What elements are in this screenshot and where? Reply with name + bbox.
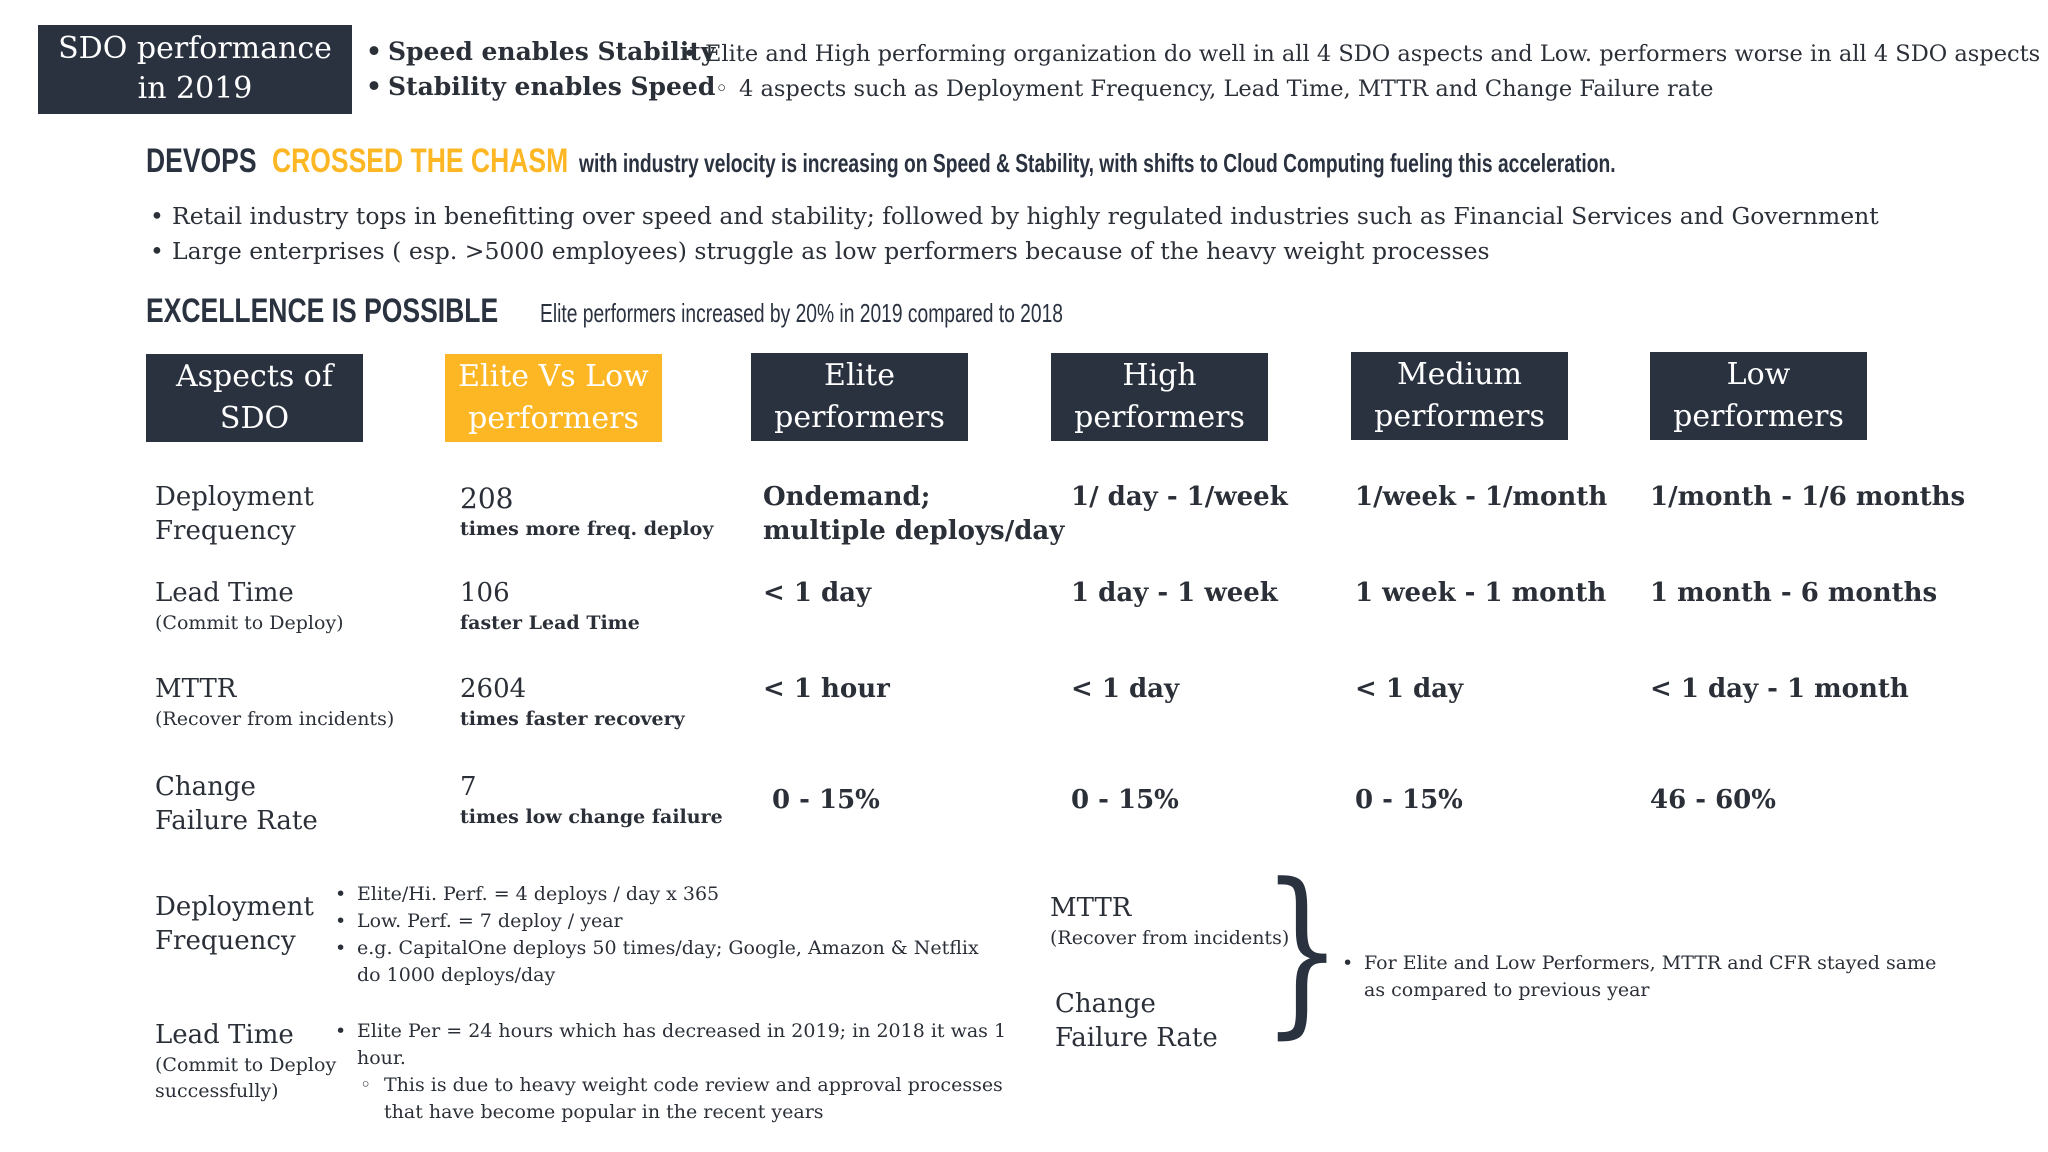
row3-vs [460, 672, 685, 732]
header-high-l1: High [1122, 358, 1197, 393]
notes-lead-sub1: (Commit to Deploy [155, 1054, 337, 1076]
excellence-subtitle: Elite performers increased by 20% in 2019 compared to 2018 [539, 298, 1063, 328]
sdo-performance-box [38, 25, 352, 114]
table-row [0, 672, 2048, 732]
row4-aspect [155, 770, 318, 838]
row2-low: 1 month - 6 months [1650, 578, 1938, 608]
header-aspects [146, 354, 363, 442]
notes-cfr-label [1055, 987, 1218, 1055]
header-low-l1: Low [1726, 357, 1791, 392]
four-aspects-subbullet: ◦ 4 aspects such as Deployment Frequency, Lead Time, MTTR and Change Failure rate [739, 72, 2045, 107]
notes-lead-sub2: successfully) [155, 1080, 279, 1102]
table-row [0, 770, 2048, 840]
notes-lead-label [155, 1018, 336, 1104]
header-elite-l2: performers [774, 400, 945, 435]
header-medium-l1: Medium [1396, 357, 1523, 392]
row1-low: 1/month - 1/6 months [1650, 482, 1966, 512]
speed-stability-list [388, 34, 715, 104]
header-elite [751, 353, 968, 441]
row4-vs-sub: times low change failure [460, 806, 723, 828]
enterprise-bullet: • Large enterprises ( esp. >5000 employees) struggle as low performers because of the heavy weight processes [172, 234, 1879, 269]
row4-vs-value: 7 [460, 772, 477, 802]
excellence-title: EXCELLENCE IS POSSIBLE [146, 292, 499, 330]
row1-aspect [155, 480, 314, 548]
row3-aspect-l1: MTTR [155, 674, 237, 704]
row3-vs-value: 2604 [460, 674, 527, 704]
sdo-box-line2: in 2019 [137, 71, 253, 106]
row1-vs-value: 208 [460, 482, 514, 515]
header-low-l2: performers [1673, 399, 1844, 434]
notes-cfr-l2: Failure Rate [1055, 1023, 1218, 1053]
table-row [0, 576, 2048, 636]
notes-lead-subitem: ◦ This is due to heavy weight code review and approval processes that have become popular in the recent years [384, 1072, 1017, 1126]
stability-bullet: • Stability enables Speed [388, 69, 715, 104]
top-right-list [705, 37, 2045, 107]
devops-lead: DEVOPS [146, 142, 257, 180]
notes-deploy-label [155, 890, 314, 958]
table-row [0, 480, 2048, 560]
row4-high: 0 - 15% [1071, 785, 1179, 815]
notes-deploy-l2: Frequency [155, 926, 296, 956]
row3-aspect [155, 672, 394, 732]
notes-deploy-l1: Deployment [155, 892, 314, 922]
row4-vs [460, 770, 723, 830]
row3-low: < 1 day - 1 month [1650, 674, 1909, 704]
row3-elite: < 1 hour [763, 674, 890, 704]
notes-cfr-l1: Change [1055, 989, 1156, 1019]
header-elite-l1: Elite [824, 358, 895, 393]
row1-elite [763, 480, 1064, 548]
row1-elite-l2: multiple deploys/day [763, 516, 1065, 546]
curly-brace: } [1262, 846, 1343, 1055]
header-aspects-l2: SDO [219, 401, 290, 436]
row1-vs-sub: times more freq. deploy [460, 518, 714, 540]
notes-deploy-item: • e.g. CapitalOne deploys 50 times/day; Google, Amazon & Netflix do 1000 deploys/day [357, 935, 997, 989]
header-medium [1351, 352, 1568, 440]
excellence-heading [146, 292, 1246, 336]
devops-highlight: CROSSED THE CHASM [271, 142, 568, 180]
header-elite-vs-low [445, 354, 662, 442]
row1-vs [460, 482, 713, 542]
header-aspects-l1: Aspects of [176, 359, 333, 394]
row3-medium: < 1 day [1355, 674, 1464, 704]
industry-list [172, 199, 1879, 269]
row2-aspect [155, 576, 344, 636]
header-high-l2: performers [1074, 400, 1245, 435]
row4-elite: 0 - 15% [772, 785, 880, 815]
row2-vs-value: 106 [460, 578, 510, 608]
notes-deploy-item: • Low. Perf. = 7 deploy / year [357, 908, 997, 935]
header-evl-l2: performers [468, 401, 639, 436]
notes-mttr-title: MTTR [1050, 893, 1132, 923]
row3-high: < 1 day [1071, 674, 1180, 704]
row4-low: 46 - 60% [1650, 785, 1776, 815]
notes-mttr-label [1050, 891, 1289, 951]
row1-elite-l1: Ondemand; [763, 482, 931, 512]
header-evl-l1: Elite Vs Low [458, 359, 649, 394]
row2-elite: < 1 day [763, 578, 872, 608]
header-medium-l2: performers [1374, 399, 1545, 434]
speed-bullet: • Speed enables Stability [388, 34, 715, 69]
row3-aspect-sub: (Recover from incidents) [155, 708, 395, 730]
row4-medium: 0 - 15% [1355, 785, 1463, 815]
row3-vs-sub: times faster recovery [460, 708, 685, 730]
devops-heading [146, 142, 1980, 186]
row4-aspect-l1: Change [155, 772, 256, 802]
row1-aspect-l2: Frequency [155, 516, 296, 546]
row2-aspect-l1: Lead Time [155, 578, 294, 608]
row2-vs-sub: faster Lead Time [460, 612, 640, 634]
notes-deploy-list [357, 881, 997, 989]
notes-deploy-item: • Elite/Hi. Perf. = 4 deploys / day x 365 [357, 881, 997, 908]
elite-high-bullet: • Elite and High performing organization do well in all 4 SDO aspects and Low. performers worse in all 4 SDO aspects [705, 37, 2045, 72]
notes-lead-item: • Elite Per = 24 hours which has decreased in 2019; in 2018 it was 1 hour. [357, 1018, 1017, 1072]
sdo-box-line1: SDO performance [58, 31, 332, 66]
row1-high: 1/ day - 1/week [1071, 482, 1288, 512]
row2-vs [460, 576, 640, 636]
notes-brace-item: • For Elite and Low Performers, MTTR and CFR stayed same as compared to previous year [1364, 950, 1944, 1004]
notes-lead-list [357, 1018, 1017, 1126]
row2-aspect-sub: (Commit to Deploy) [155, 612, 344, 634]
notes-mttr-sub: (Recover from incidents) [1050, 927, 1290, 949]
header-high [1051, 353, 1268, 441]
row2-high: 1 day - 1 week [1071, 578, 1278, 608]
row1-medium: 1/week - 1/month [1355, 482, 1608, 512]
notes-lead-title: Lead Time [155, 1020, 294, 1050]
row1-aspect-l1: Deployment [155, 482, 314, 512]
row2-medium: 1 week - 1 month [1355, 578, 1607, 608]
row4-aspect-l2: Failure Rate [155, 806, 318, 836]
header-low [1650, 352, 1867, 440]
notes-brace-list [1364, 950, 1944, 1004]
retail-bullet: • Retail industry tops in benefitting over speed and stability; followed by highly regulated industries such as Financial Services and Government [172, 199, 1879, 234]
devops-rest: with industry velocity is increasing on Speed & Stability, with shifts to Cloud Computing fueling this acceleration. [579, 148, 1617, 178]
